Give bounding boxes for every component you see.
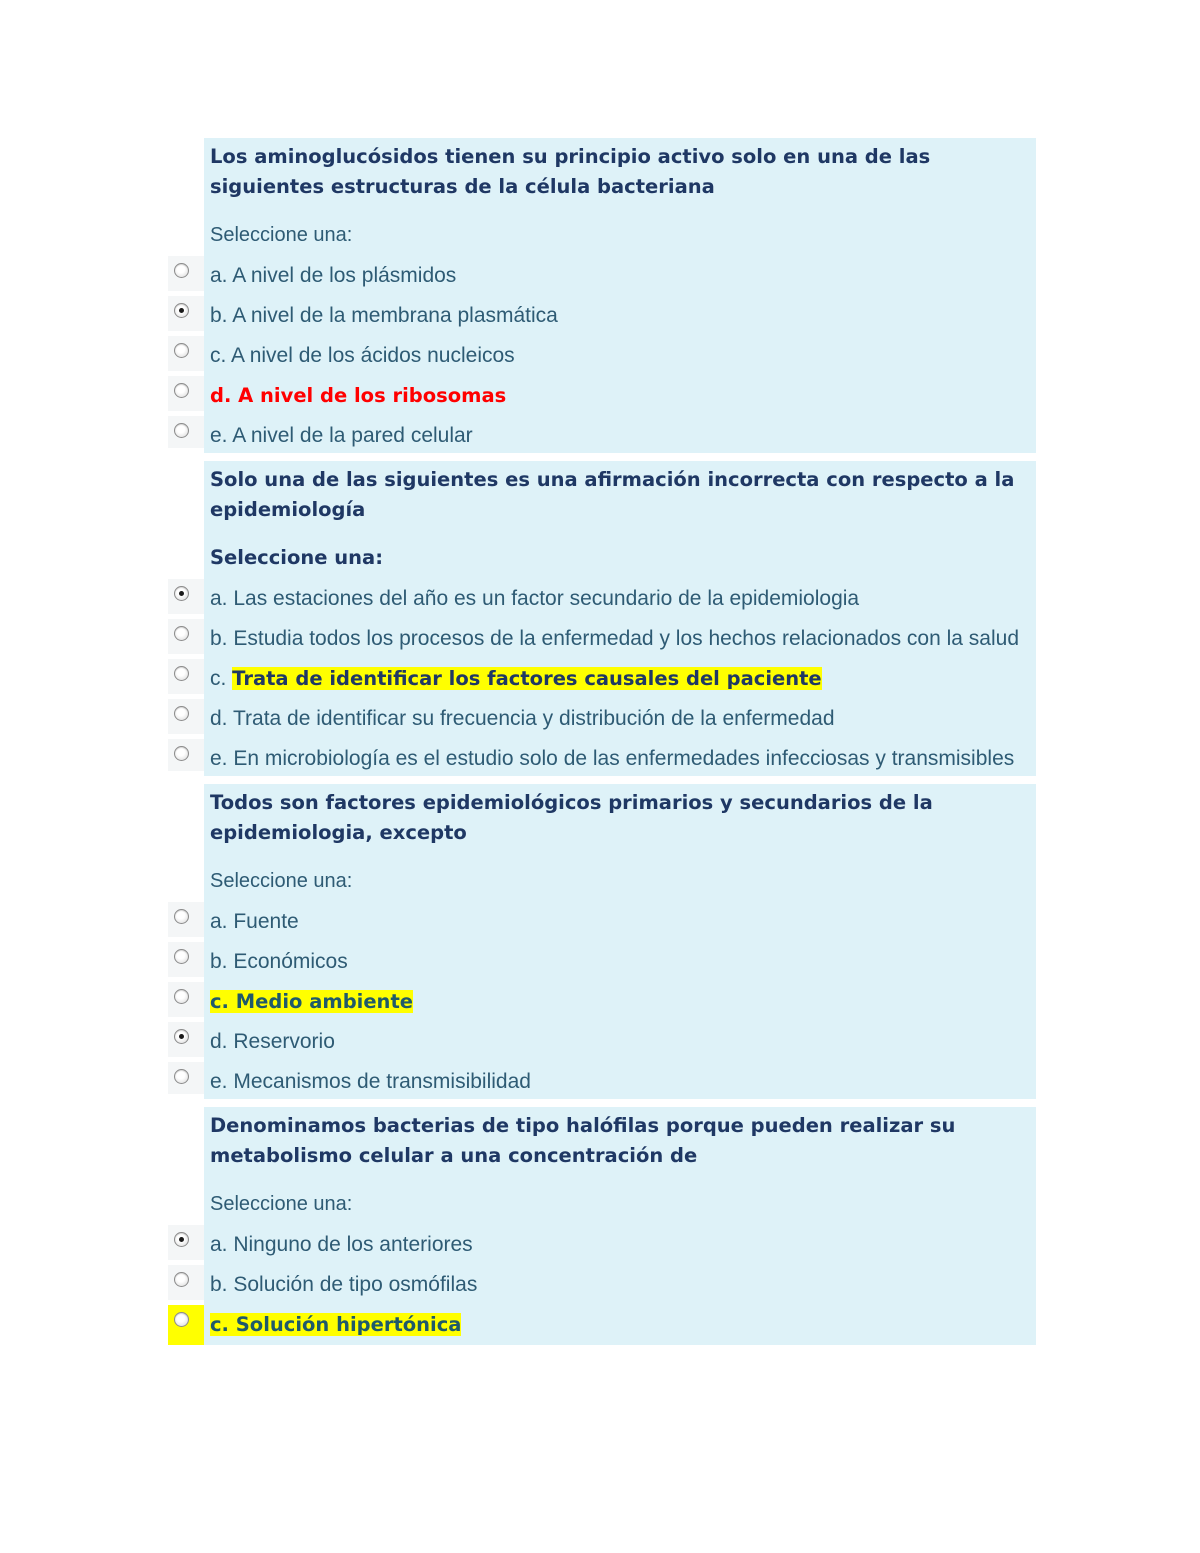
option-text: d. Reservorio [204, 1022, 1036, 1062]
option-e[interactable] [168, 416, 1036, 453]
option-c[interactable] [168, 982, 1036, 1022]
radio-button[interactable] [174, 423, 189, 438]
radio-button[interactable] [174, 746, 189, 761]
option-d[interactable] [168, 376, 1036, 416]
select-label: Seleccione una: [210, 546, 383, 569]
option-text: c. A nivel de los ácidos nucleicos [204, 336, 1036, 376]
option-text: e. Mecanismos de transmisibilidad [204, 1062, 1036, 1099]
option-a[interactable] [168, 1225, 1036, 1265]
option-text-highlighted: Trata de identificar los factores causales del paciente [232, 667, 822, 690]
select-label: Seleccione una: [210, 870, 353, 892]
radio-button[interactable] [174, 343, 189, 358]
question-title: Solo una de las siguientes es una afirmación incorrecta con respecto a la epidemiología [210, 468, 1015, 521]
option-b[interactable] [168, 1265, 1036, 1305]
question-2 [168, 461, 1036, 776]
question-1 [168, 138, 1036, 453]
option-a[interactable] [168, 256, 1036, 296]
radio-button[interactable] [174, 666, 189, 681]
radio-button[interactable] [174, 1312, 189, 1327]
question-header [204, 138, 1036, 256]
question-4 [168, 1107, 1036, 1345]
question-header [204, 784, 1036, 902]
radio-button[interactable] [174, 1272, 189, 1287]
option-c[interactable] [168, 1305, 1036, 1345]
radio-button-selected[interactable] [174, 586, 189, 601]
option-text: e. A nivel de la pared celular [204, 416, 1036, 453]
quiz-page [168, 138, 1036, 1353]
option-text-highlighted: c. Medio ambiente [210, 990, 413, 1013]
radio-button-selected[interactable] [174, 1029, 189, 1044]
question-title: Denominamos bacterias de tipo halófilas porque pueden realizar su metabolismo celular a una concentración de [210, 1114, 956, 1167]
option-c[interactable] [168, 336, 1036, 376]
option-text: b. A nivel de la membrana plasmática [204, 296, 1036, 336]
option-e[interactable] [168, 739, 1036, 776]
option-text: e. En microbiología es el estudio solo de las enfermedades infecciosas y transmisibles [204, 739, 1036, 776]
option-d[interactable] [168, 1022, 1036, 1062]
option-text: a. Ninguno de los anteriores [204, 1225, 1036, 1265]
radio-button[interactable] [174, 1069, 189, 1084]
option-b[interactable] [168, 942, 1036, 982]
radio-button[interactable] [174, 383, 189, 398]
select-label: Seleccione una: [210, 224, 353, 246]
option-text: b. Estudia todos los procesos de la enfermedad y los hechos relacionados con la salud [204, 619, 1036, 659]
option-text: d. Trata de identificar su frecuencia y distribución de la enfermedad [204, 699, 1036, 739]
radio-button[interactable] [174, 626, 189, 641]
question-title: Todos son factores epidemiológicos primarios y secundarios de la epidemiologia, excepto [210, 791, 933, 844]
radio-button[interactable] [174, 989, 189, 1004]
option-text: a. Las estaciones del año es un factor secundario de la epidemiologia [204, 579, 1036, 619]
option-a[interactable] [168, 902, 1036, 942]
option-text: b. Económicos [204, 942, 1036, 982]
select-label: Seleccione una: [210, 1193, 353, 1215]
option-d[interactable] [168, 699, 1036, 739]
radio-button[interactable] [174, 263, 189, 278]
option-b[interactable] [168, 296, 1036, 336]
question-3 [168, 784, 1036, 1099]
option-text: b. Solución de tipo osmófilas [204, 1265, 1036, 1305]
option-text-correct: d. A nivel de los ribosomas [210, 384, 507, 407]
question-header [204, 1107, 1036, 1225]
option-text-highlighted: c. Solución hipertónica [210, 1313, 462, 1336]
option-e[interactable] [168, 1062, 1036, 1099]
option-text: a. Fuente [204, 902, 1036, 942]
option-b[interactable] [168, 619, 1036, 659]
radio-button[interactable] [174, 706, 189, 721]
option-text: a. A nivel de los plásmidos [204, 256, 1036, 296]
question-title: Los aminoglucósidos tienen su principio activo solo en una de las siguientes estructuras de la célula bacteriana [210, 145, 931, 198]
option-a[interactable] [168, 579, 1036, 619]
radio-button[interactable] [174, 909, 189, 924]
option-prefix: c. [210, 667, 233, 690]
radio-button-selected[interactable] [174, 1232, 189, 1247]
option-c[interactable] [168, 659, 1036, 699]
radio-button-selected[interactable] [174, 303, 189, 318]
question-header [204, 461, 1036, 579]
radio-button[interactable] [174, 949, 189, 964]
